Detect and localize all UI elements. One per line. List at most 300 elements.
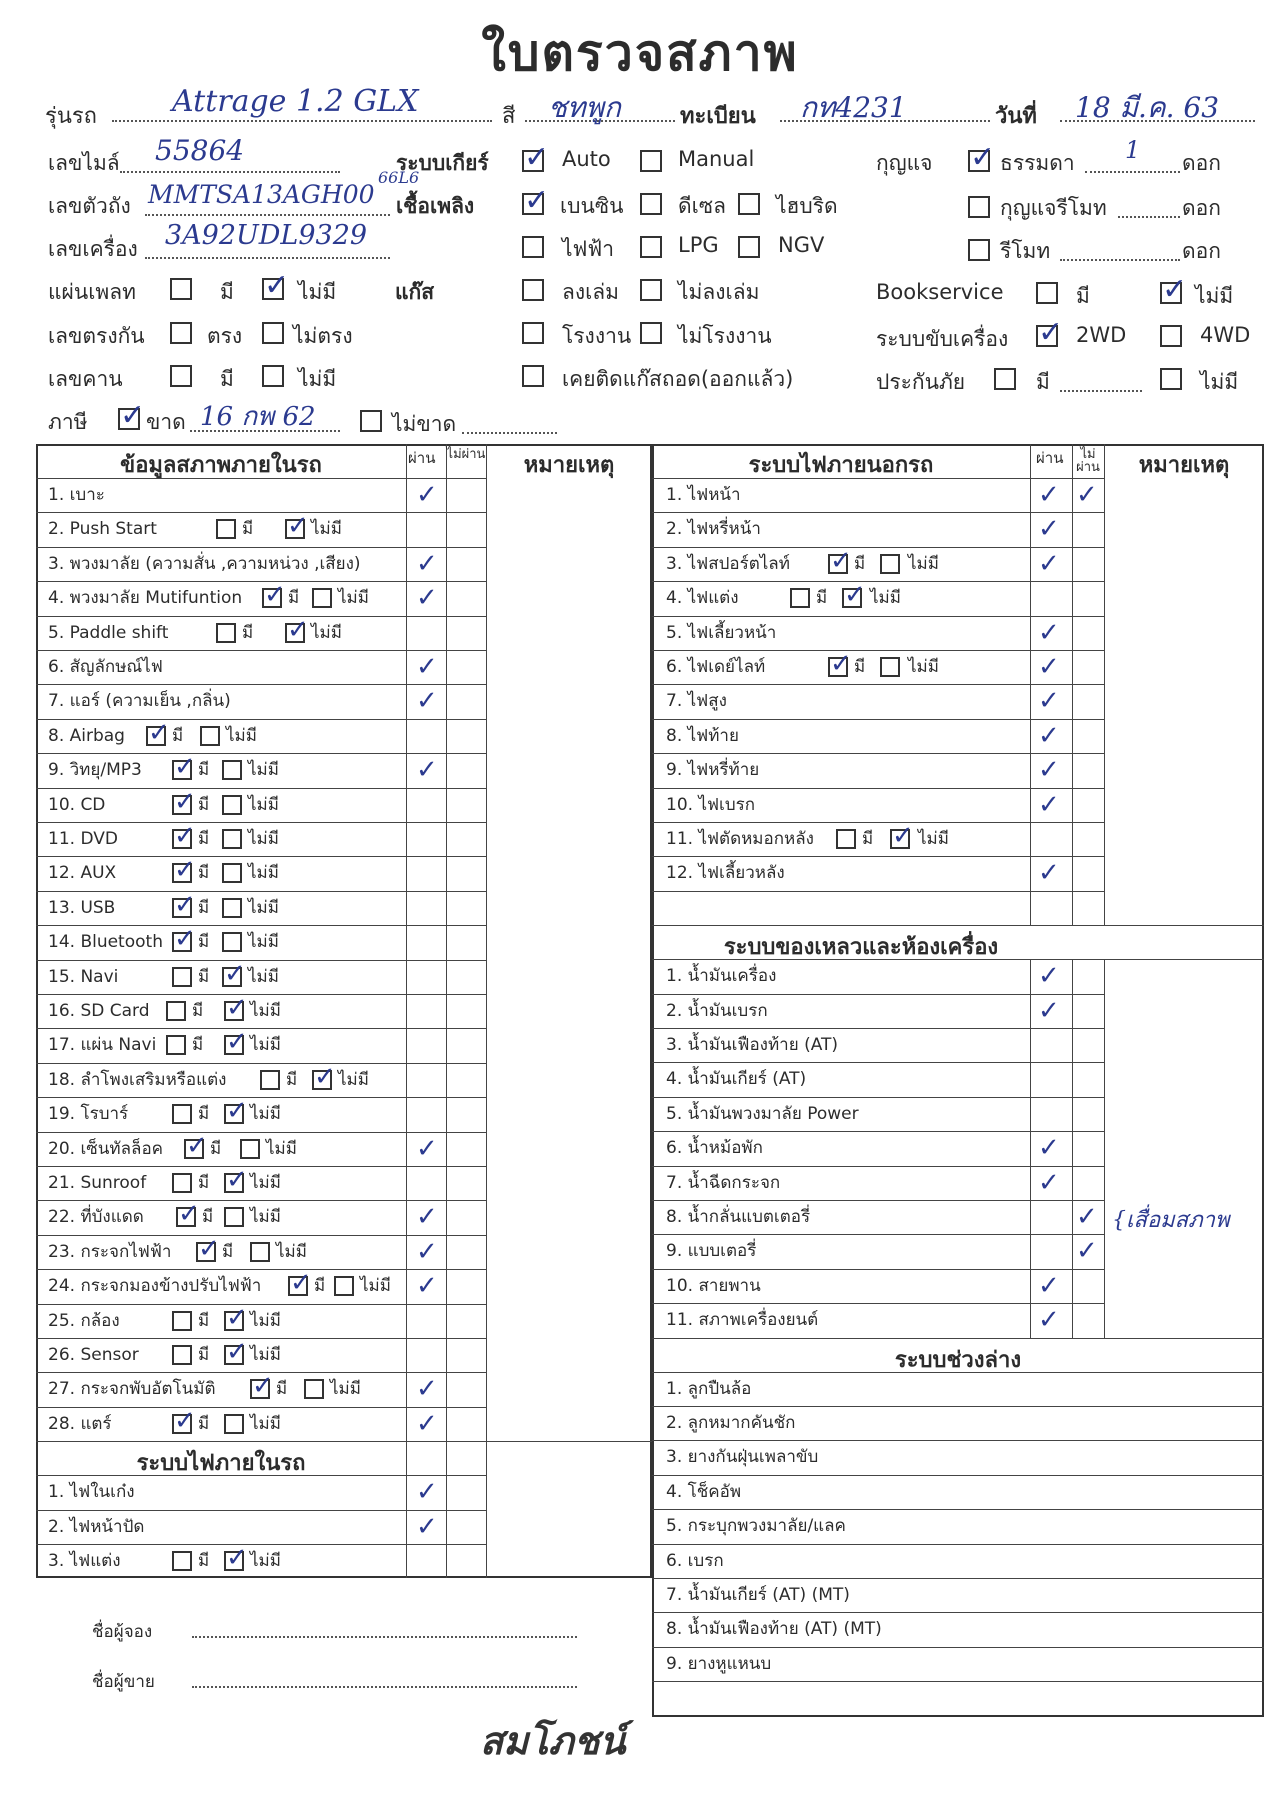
drive-label: ระบบขับเครื่อง <box>876 327 1009 351</box>
fail-header: ไม่ผ่าน <box>446 447 486 462</box>
column-line <box>446 444 447 1578</box>
item-have-text: มี <box>854 553 866 574</box>
left-item-label: 11. DVD <box>48 829 118 849</box>
pass-check-icon: ✓ <box>1038 1270 1060 1301</box>
pass-cell[interactable] <box>416 519 436 539</box>
color-label: สี <box>502 104 516 129</box>
left-item-label: 10. CD <box>48 794 106 815</box>
item-not-have-text: ไม่มี <box>226 725 257 746</box>
left-item-label: 19. โรบาร์ <box>48 1104 129 1125</box>
tax-expired: ขาด <box>146 410 186 434</box>
tax-date: 16 กพ 62 <box>200 402 316 432</box>
gear-manual-checkbox[interactable] <box>640 150 662 172</box>
item-have-checkbox[interactable] <box>172 1104 192 1124</box>
insurance-not-have: ไม่มี <box>1200 370 1239 394</box>
interior-light-item: 2. ไฟหน้าปัด <box>48 1516 145 1537</box>
exterior-item-label: 5. ไฟเลี้ยวหน้า <box>666 622 777 643</box>
insurance-not-have-checkbox[interactable] <box>1160 368 1182 390</box>
pass-check-icon: ✓ <box>1038 548 1060 579</box>
under-item-label: 7. น้ำมันเกียร์ (AT) (MT) <box>666 1585 850 1605</box>
exterior-item-label: 4. ไฟแต่ง <box>666 588 739 609</box>
left-item-label: 21. Sunroof <box>48 1173 147 1193</box>
bookservice-label: Bookservice <box>876 280 1004 304</box>
item-have-checkbox[interactable] <box>172 967 192 987</box>
key-label: กุญแจ <box>876 151 933 175</box>
left-item-label: 15. Navi <box>48 966 119 987</box>
book-yes-checkbox[interactable] <box>522 279 544 301</box>
item-not-have-checkbox[interactable] <box>200 726 220 746</box>
item-not-have-checkbox[interactable] <box>222 760 242 780</box>
item-not-have-checkbox[interactable] <box>224 1551 244 1571</box>
item-have-checkbox[interactable] <box>172 1414 192 1434</box>
fluid-item-label: 8. น้ำกลั่นแบตเตอรี่ <box>666 1207 811 1227</box>
factory-no: ไม่โรงงาน <box>678 324 772 348</box>
item-not-have-text: ไม่มี <box>330 1379 361 1400</box>
gear-label: ระบบเกียร์ <box>396 151 489 175</box>
item-not-have-text: ไม่มี <box>870 588 901 609</box>
item-not-have-checkbox[interactable] <box>285 623 305 643</box>
pass-cell[interactable] <box>416 726 436 746</box>
item-have-text: มี <box>172 725 184 746</box>
row-line <box>652 1544 1264 1545</box>
exterior-item-label: 2. ไฟหรี่หน้า <box>666 519 761 540</box>
drive-2wd-checkbox[interactable] <box>1036 325 1058 347</box>
item-not-have-checkbox[interactable] <box>222 795 242 815</box>
bookservice-have: มี <box>1076 284 1090 308</box>
item-have-checkbox[interactable] <box>288 1276 308 1296</box>
fuel-electric-checkbox[interactable] <box>522 236 544 258</box>
fluid-item-label: 4. น้ำมันเกียร์ (AT) <box>666 1069 807 1090</box>
fail-check-icon: ✓ <box>1076 1202 1098 1232</box>
item-not-have-checkbox[interactable] <box>312 588 332 608</box>
pass-cell[interactable] <box>416 1001 436 1021</box>
factory-no-checkbox[interactable] <box>640 322 662 344</box>
item-not-have-text: ไม่มี <box>266 1138 297 1159</box>
seller-label: ชื่อผู้ขาย <box>92 1672 155 1692</box>
exterior-item-label: 3. ไฟสปอร์ตไลท์ <box>666 553 790 574</box>
item-have-text: มี <box>210 1138 222 1159</box>
chassis-value: MMTSA13AGH00 <box>148 180 375 209</box>
item-not-have-text: ไม่มี <box>276 1241 307 1262</box>
item-have-checkbox[interactable] <box>166 1035 186 1055</box>
fluid-item-label: 6. น้ำหม้อพัก <box>666 1138 763 1159</box>
item-have-text: มี <box>198 760 210 781</box>
item-not-have-text: ไม่มี <box>250 1345 281 1365</box>
left-item-label: 6. สัญลักษณ์ไฟ <box>48 657 163 677</box>
item-not-have-text: ไม่มี <box>250 1001 281 1021</box>
fuel-label: เชื้อเพลิง <box>396 194 475 218</box>
exterior-light-title: ระบบไฟภายนอกรถ <box>748 453 934 478</box>
item-have-text: มี <box>242 622 254 643</box>
under-item-label: 3. ยางกันฝุ่นเพลาขับ <box>666 1447 819 1468</box>
left-item-label: 20. เซ็นทัลล็อค <box>48 1138 164 1159</box>
model-label: รุ่นรถ <box>45 104 97 129</box>
gear-manual: Manual <box>678 147 755 171</box>
fuel-ngv: NGV <box>778 233 825 257</box>
under-item-label: 2. ลูกหมากคันชัก <box>666 1413 796 1433</box>
pass-cell[interactable] <box>416 829 436 849</box>
column-line <box>1030 959 1031 1337</box>
item-not-have-checkbox[interactable] <box>250 1242 270 1262</box>
pass-check-icon: ✓ <box>1038 995 1060 1026</box>
tax-not-expired-checkbox[interactable] <box>360 410 382 432</box>
item-not-have-checkbox[interactable] <box>222 898 242 918</box>
item-have-text: มี <box>198 1173 210 1193</box>
item-not-have-checkbox[interactable] <box>222 967 242 987</box>
item-not-have-text: ไม่มี <box>338 1069 369 1090</box>
item-not-have-checkbox[interactable] <box>285 519 305 539</box>
left-item-label: 16. SD Card <box>48 1001 150 1021</box>
crane-have-checkbox[interactable] <box>170 365 192 387</box>
item-not-have-checkbox[interactable] <box>304 1379 324 1399</box>
item-not-have-checkbox[interactable] <box>240 1139 260 1159</box>
pass-check-icon: ✓ <box>416 1236 438 1267</box>
column-line <box>1104 444 1105 925</box>
drive-4wd: 4WD <box>1200 323 1251 347</box>
tax-not-expired: ไม่ขาด <box>392 412 457 436</box>
left-item-label: 7. แอร์ (ความเย็น ,กลิ่น) <box>48 691 231 712</box>
pass-check-icon: ✓ <box>416 1271 438 1302</box>
fluid-title: ระบบของเหลวและห้องเครื่อง <box>723 935 999 961</box>
key-remote-checkbox[interactable] <box>968 196 990 218</box>
color-value: ชทพูก <box>548 91 621 124</box>
pass-check-icon: ✓ <box>1038 1305 1060 1336</box>
pass-cell[interactable] <box>416 1345 436 1365</box>
pass-check-icon: ✓ <box>1038 652 1060 682</box>
pass-cell[interactable] <box>416 1104 436 1124</box>
pass-header: ผ่าน <box>1036 449 1064 467</box>
item-not-have-checkbox[interactable] <box>312 1070 332 1090</box>
pass-cell[interactable] <box>416 932 436 952</box>
pass-cell[interactable] <box>416 795 436 815</box>
remark-header: หมายเหตุ <box>1138 453 1230 478</box>
item-not-have-text: ไม่มี <box>908 553 939 574</box>
item-have-checkbox[interactable] <box>172 863 192 883</box>
item-have-text: มี <box>198 966 210 987</box>
item-not-have-checkbox[interactable] <box>224 1414 244 1434</box>
under-item-label: 6. เบรก <box>666 1550 724 1571</box>
item-have-checkbox[interactable] <box>146 726 166 746</box>
item-have-text: มี <box>198 794 210 815</box>
drive-4wd-checkbox[interactable] <box>1160 325 1182 347</box>
pass-check-icon: ✓ <box>1038 858 1060 889</box>
fail-check-icon: ✓ <box>1076 480 1098 510</box>
item-have-checkbox[interactable] <box>836 829 856 849</box>
item-have-text: มี <box>816 588 828 609</box>
fuel-diesel-checkbox[interactable] <box>640 193 662 215</box>
pass-check-icon: ✓ <box>1038 789 1060 820</box>
booker-line[interactable] <box>192 1618 577 1638</box>
pass-check-icon: ✓ <box>416 1408 438 1439</box>
tax-not-expired-line <box>462 410 557 434</box>
left-item-label: 9. วิทยุ/MP3 <box>48 760 142 781</box>
fluid-remark: {เสื่อมสภาพ <box>1112 1208 1230 1233</box>
not-match-checkbox[interactable] <box>262 322 284 344</box>
exterior-item-label: 6. ไฟเดย์ไลท์ <box>666 657 766 677</box>
gear-auto-checkbox[interactable] <box>522 150 544 172</box>
under-item-label: 4. โช็คอัพ <box>666 1481 742 1502</box>
item-have-checkbox[interactable] <box>172 932 192 952</box>
tax-expired-checkbox[interactable] <box>118 408 140 430</box>
pass-cell[interactable] <box>416 623 436 643</box>
item-have-checkbox[interactable] <box>828 554 848 574</box>
fail-header: ไม่ผ่าน <box>1076 447 1100 475</box>
left-item-label: 1. เบาะ <box>48 485 105 505</box>
fuel-ngv-checkbox[interactable] <box>738 236 760 258</box>
fluid-item-label: 2. น้ำมันเบรก <box>666 1000 768 1021</box>
factory-yes-checkbox[interactable] <box>522 322 544 344</box>
row-line <box>652 1475 1264 1476</box>
item-not-have-text: ไม่มี <box>248 932 279 953</box>
item-not-have-text: ไม่มี <box>338 588 369 609</box>
item-have-text: มี <box>276 1379 288 1400</box>
crane-have: มี <box>220 367 234 391</box>
left-item-label: 3. พวงมาลัย (ความสั่น ,ความหน่วง ,เสียง) <box>48 553 361 574</box>
item-have-checkbox[interactable] <box>828 657 848 677</box>
fluid-item-label: 10. สายพาน <box>666 1275 761 1296</box>
item-not-have-checkbox[interactable] <box>224 1104 244 1124</box>
left-item-label: 23. กระจกไฟฟ้า <box>48 1241 172 1262</box>
item-have-checkbox[interactable] <box>172 898 192 918</box>
pass-check-icon: ✓ <box>416 686 438 717</box>
column-line <box>406 444 407 1578</box>
item-have-text: มี <box>192 1001 204 1021</box>
engine-value: 3A92UDL9329 <box>165 220 368 251</box>
item-have-text: มี <box>198 932 210 953</box>
key-normal-count: 1 <box>1125 136 1141 164</box>
pass-cell[interactable] <box>416 1311 436 1331</box>
item-not-have-checkbox[interactable] <box>880 554 900 574</box>
left-item-label: 18. ลำโพงเสริมหรือแต่ง <box>48 1069 227 1090</box>
plate-sign-have: มี <box>220 280 234 304</box>
pass-check-icon: ✓ <box>416 652 438 682</box>
item-have-checkbox[interactable] <box>166 1001 186 1021</box>
seller-line[interactable] <box>192 1668 577 1688</box>
pass-check-icon: ✓ <box>1038 1167 1060 1198</box>
gas-removed-checkbox[interactable] <box>522 365 544 387</box>
pass-cell[interactable] <box>416 1035 436 1055</box>
item-have-text: มี <box>198 897 210 918</box>
item-have-checkbox[interactable] <box>184 1139 204 1159</box>
item-not-have-checkbox[interactable] <box>890 829 910 849</box>
remote-line <box>1060 237 1180 261</box>
fluid-item-label: 3. น้ำมันเฟืองท้าย (AT) <box>666 1035 839 1055</box>
interior-light-item: 1. ไฟในเก๋ง <box>48 1482 135 1503</box>
fuel-benzine: เบนซิน <box>560 194 624 218</box>
item-have-checkbox[interactable] <box>216 623 236 643</box>
item-have-checkbox[interactable] <box>172 829 192 849</box>
item-not-have-checkbox[interactable] <box>224 1345 244 1365</box>
item-not-have-checkbox[interactable] <box>222 863 242 883</box>
item-not-have-checkbox[interactable] <box>842 588 862 608</box>
pass-check-icon: ✓ <box>1038 755 1060 786</box>
exterior-item-label: 9. ไฟหรี่ท้าย <box>666 760 760 781</box>
row-line <box>36 1441 652 1442</box>
item-not-have-checkbox[interactable] <box>222 932 242 952</box>
pass-check-icon: ✓ <box>416 1133 438 1164</box>
pass-check-icon: ✓ <box>416 480 438 510</box>
insurance-have-checkbox[interactable] <box>994 368 1016 390</box>
fuel-hybrid-checkbox[interactable] <box>738 193 760 215</box>
gear-auto: Auto <box>562 147 611 171</box>
item-not-have-checkbox[interactable] <box>222 829 242 849</box>
pass-cell[interactable] <box>416 967 436 987</box>
bookservice-not-have: ไม่มี <box>1195 284 1234 308</box>
left-item-label: 22. ที่บังแดด <box>48 1207 144 1228</box>
item-have-text: มี <box>198 1551 210 1571</box>
row-line <box>652 1338 1264 1339</box>
book-no: ไม่ลงเล่ม <box>678 280 760 304</box>
item-have-checkbox[interactable] <box>216 519 236 539</box>
item-have-text: มี <box>854 657 866 677</box>
book-no-checkbox[interactable] <box>640 279 662 301</box>
item-have-checkbox[interactable] <box>172 1345 192 1365</box>
left-item-label: 5. Paddle shift <box>48 622 169 643</box>
item-have-checkbox[interactable] <box>260 1070 280 1090</box>
match-text: ตรง <box>207 324 243 348</box>
item-have-checkbox[interactable] <box>250 1379 270 1399</box>
drive-2wd: 2WD <box>1076 323 1127 347</box>
item-not-have-checkbox[interactable] <box>224 1001 244 1021</box>
item-not-have-checkbox[interactable] <box>224 1207 244 1227</box>
under-item-label: 9. ยางหูแหนบ <box>666 1653 772 1674</box>
chassis-extra: 66L6 <box>378 168 420 187</box>
item-not-have-checkbox[interactable] <box>224 1035 244 1055</box>
fuel-lpg-checkbox[interactable] <box>640 236 662 258</box>
pass-check-icon: ✓ <box>416 1202 438 1233</box>
date-label: วันที่ <box>995 104 1037 129</box>
item-not-have-text: ไม่มี <box>248 794 279 815</box>
item-have-checkbox[interactable] <box>172 1551 192 1571</box>
bookservice-not-have-checkbox[interactable] <box>1160 282 1182 304</box>
item-have-text: มี <box>202 1207 214 1228</box>
item-have-checkbox[interactable] <box>172 795 192 815</box>
item-have-text: มี <box>198 829 210 849</box>
item-have-checkbox[interactable] <box>790 588 810 608</box>
pass-check-icon: ✓ <box>416 755 438 786</box>
item-have-text: มี <box>198 1104 210 1125</box>
plate-value: กท4231 <box>800 91 907 124</box>
item-have-checkbox[interactable] <box>196 1242 216 1262</box>
crane-label: เลขคาน <box>48 367 123 391</box>
fuel-benzine-checkbox[interactable] <box>522 193 544 215</box>
date-value: 18 มี.ค. 63 <box>1075 91 1220 124</box>
row-line <box>652 891 1104 892</box>
left-item-label: 8. Airbag <box>48 725 125 746</box>
pass-check-icon: ✓ <box>1038 1133 1060 1164</box>
model-value: Attrage 1.2 GLX <box>172 84 419 119</box>
left-item-label: 28. แตร์ <box>48 1413 112 1434</box>
pass-check-icon: ✓ <box>416 1477 438 1508</box>
left-item-label: 27. กระจกพับอัตโนมัติ <box>48 1379 216 1400</box>
pass-cell[interactable] <box>416 1173 436 1193</box>
gas-label: แก๊ส <box>395 280 435 304</box>
mileage-value: 55864 <box>155 134 245 167</box>
plate-sign-have-checkbox[interactable] <box>170 278 192 300</box>
item-have-checkbox[interactable] <box>262 588 282 608</box>
plate-sign-not-have-checkbox[interactable] <box>262 278 284 300</box>
match-label: เลขตรงกัน <box>48 324 145 348</box>
pass-check-icon: ✓ <box>416 1511 438 1542</box>
item-have-text: มี <box>192 1035 204 1056</box>
insurance-label: ประกันภัย <box>876 370 966 394</box>
key-normal: ธรรมดา <box>1000 151 1075 175</box>
item-not-have-checkbox[interactable] <box>224 1311 244 1331</box>
column-line <box>1104 959 1105 1337</box>
pass-check-icon: ✓ <box>416 548 438 579</box>
item-have-text: มี <box>288 588 300 609</box>
key-remote-line <box>1118 194 1180 218</box>
left-item-label: 24. กระจกมองข้างปรับไฟฟ้า <box>48 1276 262 1297</box>
pass-cell[interactable] <box>416 1070 436 1090</box>
item-have-checkbox[interactable] <box>176 1207 196 1227</box>
left-item-label: 2. Push Start <box>48 519 157 540</box>
item-have-checkbox[interactable] <box>172 760 192 780</box>
pass-check-icon: ✓ <box>1038 720 1060 751</box>
column-line <box>486 444 487 1578</box>
pass-check-icon: ✓ <box>1038 514 1060 545</box>
plate-sign-not-have: ไม่มี <box>298 280 337 304</box>
fluid-item-label: 5. น้ำมันพวงมาลัย Power <box>666 1103 859 1124</box>
pass-check-icon: ✓ <box>1038 961 1060 992</box>
fail-check-icon: ✓ <box>1076 1236 1098 1267</box>
match-checkbox[interactable] <box>170 322 192 344</box>
pass-cell[interactable] <box>416 898 436 918</box>
under-item-label: 1. ลูกปืนล้อ <box>666 1378 752 1399</box>
book-yes: ลงเล่ม <box>562 280 620 304</box>
item-not-have-text: ไม่มี <box>250 1035 281 1056</box>
remote-unit: ดอก <box>1182 239 1221 263</box>
item-not-have-checkbox[interactable] <box>880 657 900 677</box>
item-have-checkbox[interactable] <box>172 1311 192 1331</box>
interior-light-item: 3. ไฟแต่ง <box>48 1551 121 1571</box>
fluid-item-label: 11. สภาพเครื่องยนต์ <box>666 1310 819 1331</box>
mileage-label: เลขไมล์ <box>48 151 120 175</box>
under-item-label: 5. กระบุกพวงมาลัย/แลค <box>666 1516 846 1537</box>
left-item-label: 12. AUX <box>48 863 117 884</box>
key-normal-checkbox[interactable] <box>968 150 990 172</box>
plate-label: ทะเบียน <box>680 104 756 129</box>
bookservice-have-checkbox[interactable] <box>1036 282 1058 304</box>
item-have-checkbox[interactable] <box>172 1173 192 1193</box>
item-not-have-text: ไม่มี <box>250 1413 281 1434</box>
exterior-item-label: 10. ไฟเบรก <box>666 794 756 815</box>
booker-label: ชื่อผู้จอง <box>92 1622 153 1642</box>
crane-not-have-checkbox[interactable] <box>262 365 284 387</box>
item-not-have-checkbox[interactable] <box>224 1173 244 1193</box>
pass-check-icon: ✓ <box>416 1374 438 1405</box>
item-not-have-text: ไม่มี <box>311 622 342 643</box>
interior-light-title: ระบบไฟภายในรถ <box>136 1451 306 1477</box>
item-not-have-checkbox[interactable] <box>334 1276 354 1296</box>
remote-checkbox[interactable] <box>968 239 990 261</box>
fuel-hybrid: ไฮบริด <box>776 194 838 218</box>
item-have-text: มี <box>198 1413 210 1434</box>
item-have-text: มี <box>222 1241 234 1262</box>
pass-check-icon: ✓ <box>416 583 438 614</box>
item-have-text: มี <box>862 829 874 849</box>
column-line <box>1072 959 1073 1337</box>
item-not-have-text: ไม่มี <box>311 519 342 540</box>
crane-not-have: ไม่มี <box>298 367 337 391</box>
pass-cell[interactable] <box>416 863 436 883</box>
under-item-label: 8. น้ำมันเฟืองท้าย (AT) (MT) <box>666 1619 882 1640</box>
row-line <box>652 925 1264 926</box>
page-title: ใบตรวจสภาพ <box>481 24 799 82</box>
item-have-text: มี <box>242 519 254 540</box>
fluid-item-label: 1. น้ำมันเครื่อง <box>666 966 777 987</box>
item-have-text: มี <box>286 1069 298 1090</box>
